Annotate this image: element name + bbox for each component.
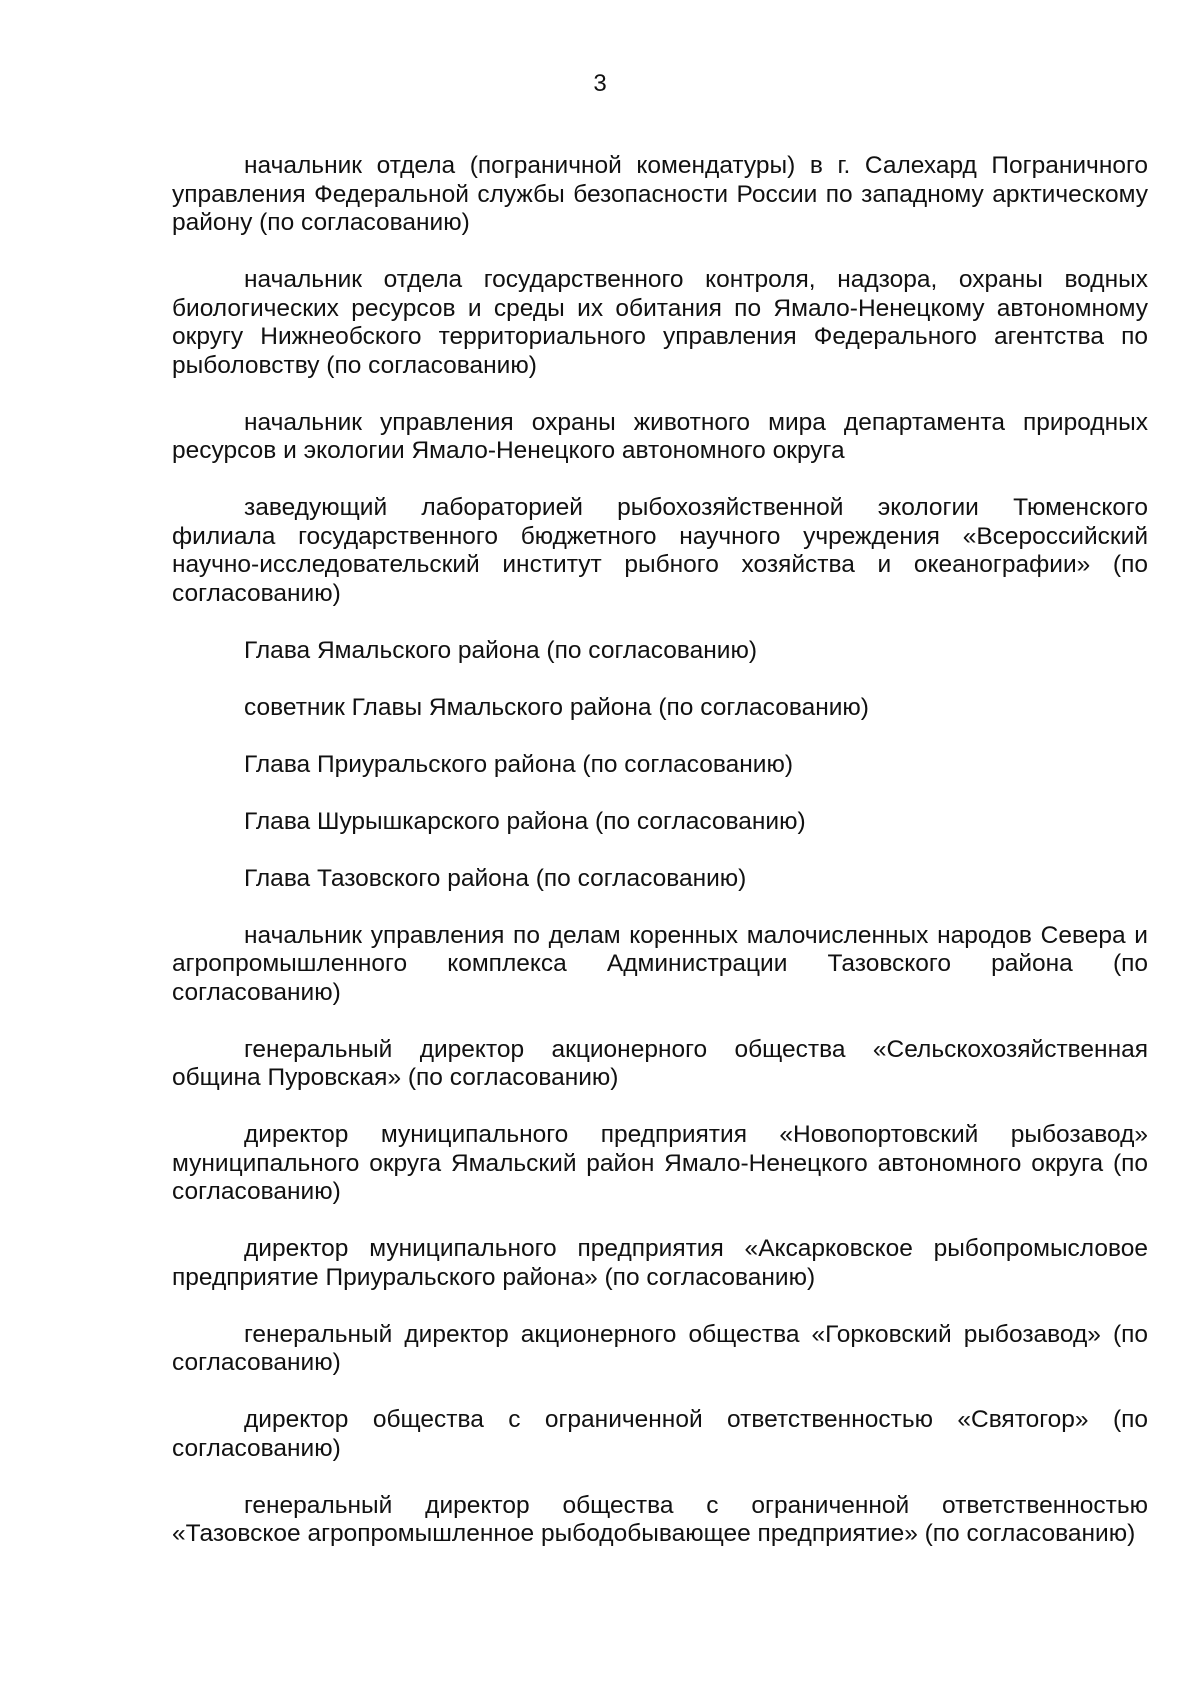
list-item: начальник управления охраны животного мира департамента природных ресурсов и экологии Ямало-Ненецкого автономного округа <box>172 408 1148 464</box>
members-list <box>172 152 1148 1577</box>
list-item: начальник отдела государственного контроля, надзора, охраны водных биологических ресурсов и среды их обитания по Ямало-Ненецкому автономному округу Нижнеобского территориального управления Федерального агентства по рыболовству (по согласованию) <box>172 266 1148 379</box>
list-item: директор муниципального предприятия «Аксарковское рыбопромысловое предприятие Приуральского района» (по согласованию) <box>172 1235 1148 1291</box>
list-item: начальник отдела (пограничной комендатуры) в г. Салехард Пограничного управления Федеральной службы безопасности России по западному арктическому району (по согласованию) <box>172 152 1148 236</box>
list-item: генеральный директор общества с ограниченной ответственностью «Тазовское агропромышленное рыбодобывающее предприятие» (по согласованию) <box>172 1491 1148 1547</box>
list-item: заведующий лабораторией рыбохозяйственной экологии Тюменского филиала государственного бюджетного научного учреждения «Всероссийский научно-исследовательский институт рыбного хозяйства и океанографии» (по согласованию) <box>172 494 1148 607</box>
page-number: 3 <box>593 70 607 97</box>
list-item: генеральный директор акционерного общества «Сельскохозяйственная община Пуровская» (по согласованию) <box>172 1035 1148 1091</box>
list-item: советник Главы Ямальского района (по согласованию) <box>244 693 869 721</box>
list-item: Глава Ямальского района (по согласованию) <box>244 636 758 664</box>
list-item: Глава Тазовского района (по согласованию) <box>244 864 747 892</box>
list-item: директор общества с ограниченной ответственностью «Святогор» (по согласованию) <box>172 1406 1148 1462</box>
list-item: начальник управления по делам коренных малочисленных народов Севера и агропромышленного комплекса Администрации Тазовского района (по согласованию) <box>172 921 1148 1006</box>
list-item: генеральный директор акционерного общества «Горковский рыбозавод» (по согласованию) <box>172 1320 1148 1376</box>
list-item: Глава Приуральского района (по согласованию) <box>244 750 794 778</box>
list-item: директор муниципального предприятия «Новопортовский рыбозавод» муниципального округа Ямальский район Ямало-Ненецкого автономного округа (по согласованию) <box>172 1121 1148 1205</box>
list-item: Глава Шурышкарского района (по согласованию) <box>244 807 806 835</box>
